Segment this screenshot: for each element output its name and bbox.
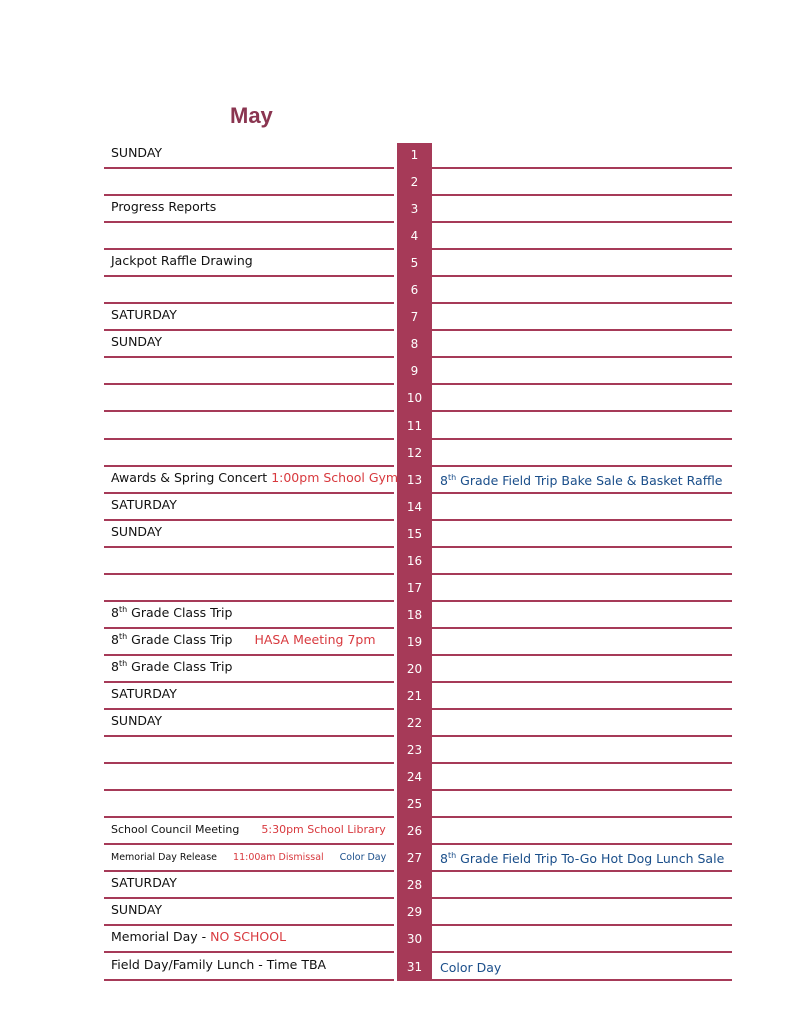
day-row bbox=[0, 764, 791, 791]
event-text: SUNDAY bbox=[111, 145, 163, 160]
day-row bbox=[0, 169, 791, 196]
day-number: 5 bbox=[410, 256, 419, 271]
event-left bbox=[111, 821, 386, 836]
event-text: th bbox=[118, 604, 128, 614]
event-text: SUNDAY bbox=[111, 713, 163, 729]
day-row bbox=[0, 250, 791, 277]
event-text: 8 bbox=[111, 658, 119, 674]
day-row bbox=[0, 385, 791, 412]
event-left bbox=[111, 875, 177, 890]
event-text: th bbox=[447, 851, 457, 861]
event-left bbox=[111, 334, 162, 349]
day-row bbox=[0, 413, 791, 440]
event-text: 8 bbox=[111, 631, 119, 647]
event-text: Memorial Day Release bbox=[111, 852, 218, 864]
event-text: SATURDAY bbox=[111, 875, 177, 891]
day-row bbox=[0, 358, 791, 385]
day-number: 1 bbox=[410, 148, 419, 162]
event-right bbox=[440, 851, 724, 866]
event-text: NO SCHOOL bbox=[210, 929, 287, 945]
day-row bbox=[0, 710, 791, 737]
event-right bbox=[440, 960, 501, 975]
day-row bbox=[0, 899, 791, 926]
row-divider-left bbox=[104, 979, 394, 981]
day-number: 13 bbox=[406, 472, 423, 487]
event-text: th bbox=[447, 472, 457, 482]
day-row bbox=[0, 494, 791, 521]
event-text: 8 bbox=[111, 604, 119, 620]
event-text: SUNDAY bbox=[111, 902, 163, 918]
day-number: 31 bbox=[406, 959, 423, 974]
event-left bbox=[111, 848, 386, 863]
event-text: Awards & Spring Concert bbox=[111, 469, 272, 485]
event-text: Grade Field Trip Bake Sale & Basket Raffle bbox=[456, 472, 723, 488]
event-text: Memorial Day - bbox=[111, 929, 211, 945]
day-number: 16 bbox=[406, 553, 423, 568]
event-text: 5:30pm School Library bbox=[261, 823, 386, 837]
day-number: 25 bbox=[406, 797, 423, 812]
event-left bbox=[111, 659, 232, 674]
day-row bbox=[0, 548, 791, 575]
day-row bbox=[0, 683, 791, 710]
event-left bbox=[111, 145, 162, 160]
day-number: 11 bbox=[406, 418, 423, 433]
day-row bbox=[0, 440, 791, 467]
day-number: 18 bbox=[406, 607, 423, 622]
event-text: Grade Class Trip bbox=[127, 658, 233, 674]
event-left bbox=[111, 713, 162, 728]
event-text: Field Day/Family Lunch - Time TBA bbox=[111, 956, 327, 972]
day-number: 14 bbox=[406, 499, 423, 514]
day-number: 2 bbox=[410, 175, 419, 190]
day-row bbox=[0, 656, 791, 683]
day-row bbox=[0, 954, 791, 981]
day-number: 7 bbox=[410, 310, 419, 325]
day-number: 24 bbox=[406, 770, 423, 785]
day-number: 9 bbox=[410, 364, 419, 379]
event-left bbox=[111, 307, 177, 322]
event-text: Color Day bbox=[339, 852, 387, 864]
day-number: 28 bbox=[406, 878, 423, 893]
event-text: 1:00pm School Gym bbox=[271, 469, 399, 485]
day-row bbox=[0, 223, 791, 250]
day-number: 30 bbox=[406, 932, 423, 947]
day-number: 8 bbox=[410, 337, 419, 352]
event-text: SATURDAY bbox=[111, 686, 177, 701]
event-text: 8 bbox=[440, 472, 448, 488]
event-text: th bbox=[118, 631, 128, 641]
day-number: 26 bbox=[406, 824, 423, 839]
event-left bbox=[111, 253, 253, 268]
day-row bbox=[0, 629, 791, 656]
event-left bbox=[111, 902, 162, 917]
day-number: 3 bbox=[410, 202, 419, 217]
day-row bbox=[0, 791, 791, 818]
event-text: Grade Class Trip bbox=[127, 631, 233, 647]
event-left bbox=[111, 632, 376, 647]
day-row bbox=[0, 521, 791, 548]
event-left bbox=[111, 470, 398, 485]
day-number: 4 bbox=[410, 229, 419, 244]
day-number: 27 bbox=[406, 851, 423, 866]
day-row bbox=[0, 575, 791, 602]
day-row bbox=[0, 331, 791, 358]
event-text: 8 bbox=[440, 851, 448, 867]
event-text: SATURDAY bbox=[111, 496, 177, 512]
event-text: 11:00am Dismissal bbox=[233, 852, 324, 864]
event-text: Jackpot Raffle Drawing bbox=[111, 253, 253, 269]
event-text: th bbox=[118, 658, 128, 668]
page-title: May bbox=[230, 103, 273, 128]
day-number: 22 bbox=[406, 716, 423, 731]
event-text: Progress Reports bbox=[111, 199, 217, 215]
day-row bbox=[0, 304, 791, 331]
day-number: 17 bbox=[406, 580, 423, 595]
day-row bbox=[0, 845, 791, 872]
event-left bbox=[111, 605, 232, 620]
day-number: 19 bbox=[406, 634, 423, 649]
event-text: Grade Field Trip To-Go Hot Dog Lunch Sale bbox=[456, 851, 725, 867]
event-left bbox=[111, 929, 286, 944]
day-row bbox=[0, 467, 791, 494]
event-text: School Council Meeting bbox=[111, 823, 240, 837]
day-number: 23 bbox=[406, 743, 423, 758]
day-row bbox=[0, 926, 791, 953]
day-number: 6 bbox=[410, 283, 419, 298]
event-text: SUNDAY bbox=[111, 523, 163, 539]
day-row bbox=[0, 196, 791, 223]
day-row bbox=[0, 818, 791, 845]
day-number: 20 bbox=[406, 661, 423, 676]
event-left bbox=[111, 524, 162, 539]
day-row bbox=[0, 277, 791, 304]
day-row bbox=[0, 142, 791, 169]
event-text: Color Day bbox=[440, 959, 502, 975]
event-text: SUNDAY bbox=[111, 334, 163, 350]
day-row bbox=[0, 872, 791, 899]
event-left bbox=[111, 199, 216, 214]
event-left bbox=[111, 686, 177, 701]
event-text: Grade Class Trip bbox=[127, 604, 233, 620]
day-row bbox=[0, 602, 791, 629]
event-right bbox=[440, 473, 722, 488]
day-number: 29 bbox=[406, 905, 423, 920]
day-number: 10 bbox=[406, 391, 423, 406]
event-left bbox=[111, 497, 177, 512]
event-text: SATURDAY bbox=[111, 307, 177, 323]
day-number: 15 bbox=[406, 526, 423, 541]
row-divider-right bbox=[432, 979, 732, 981]
day-row bbox=[0, 737, 791, 764]
event-text: HASA Meeting 7pm bbox=[254, 631, 376, 647]
day-number: 12 bbox=[406, 445, 423, 460]
event-left bbox=[111, 957, 326, 972]
day-number: 21 bbox=[406, 689, 423, 703]
